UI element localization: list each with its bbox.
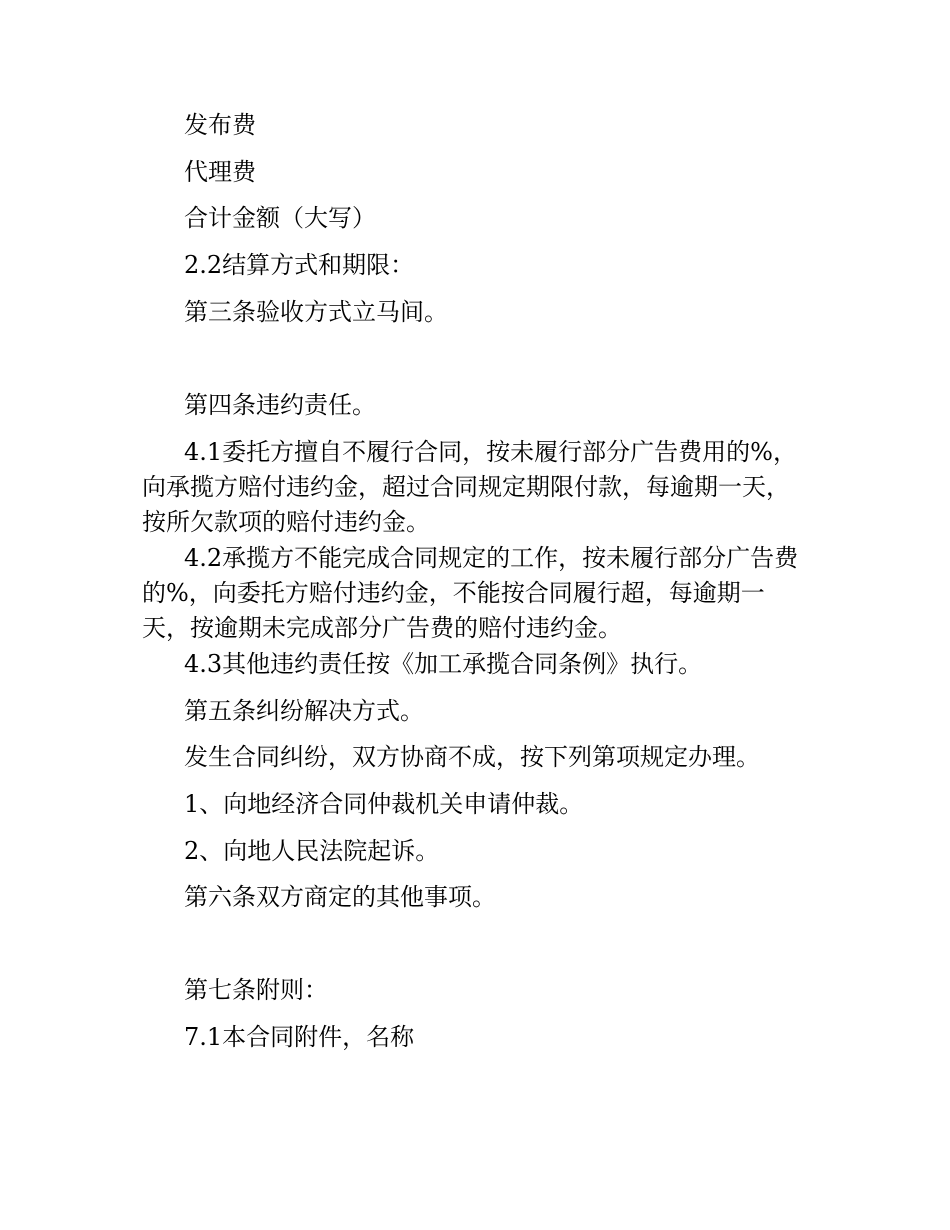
paragraph-settlement: 2.2结算方式和期限： xyxy=(184,251,415,279)
paragraph-article-3: 第三条验收方式立马间。 xyxy=(184,298,448,326)
paragraph-article-5: 第五条纠纷解决方式。 xyxy=(184,697,424,725)
paragraph-article-6: 第六条双方商定的其他事项。 xyxy=(184,883,496,911)
paragraph-agency-fee: 代理费 xyxy=(184,158,256,186)
paragraph-publishing-fee: 发布费 xyxy=(184,111,256,139)
paragraph-option-2: 2、向地人民法院起诉。 xyxy=(184,837,440,865)
paragraph-4-2: 4.2承揽方不能完成合同规定的工作，按未履行部分广告费的%，向委托方赔付违约金，不能按合同履行超，每逾期一天，按逾期未完成部分广告费的赔付违约金。 xyxy=(142,544,799,642)
paragraph-total-amount: 合计金额（大写） xyxy=(184,204,376,232)
paragraph-4-1: 4.1委托方擅自不履行合同，按未履行部分广告费用的%，向承揽方赔付违约金，超过合同规定期限付款，每逾期一天，按所欠款项的赔付违约金。 xyxy=(142,438,797,536)
paragraph-article-4: 第四条违约责任。 xyxy=(184,391,376,419)
paragraph-dispute: 发生合同纠纷，双方协商不成，按下列第项规定办理。 xyxy=(184,743,760,771)
paragraph-7-1: 7.1本合同附件，名称 xyxy=(184,1023,415,1051)
paragraph-article-7: 第七条附则： xyxy=(184,976,328,1004)
paragraph-option-1: 1、向地经济合同仲裁机关申请仲裁。 xyxy=(184,790,584,818)
paragraph-4-3: 4.3其他违约责任按《加工承揽合同条例》执行。 xyxy=(184,650,703,678)
